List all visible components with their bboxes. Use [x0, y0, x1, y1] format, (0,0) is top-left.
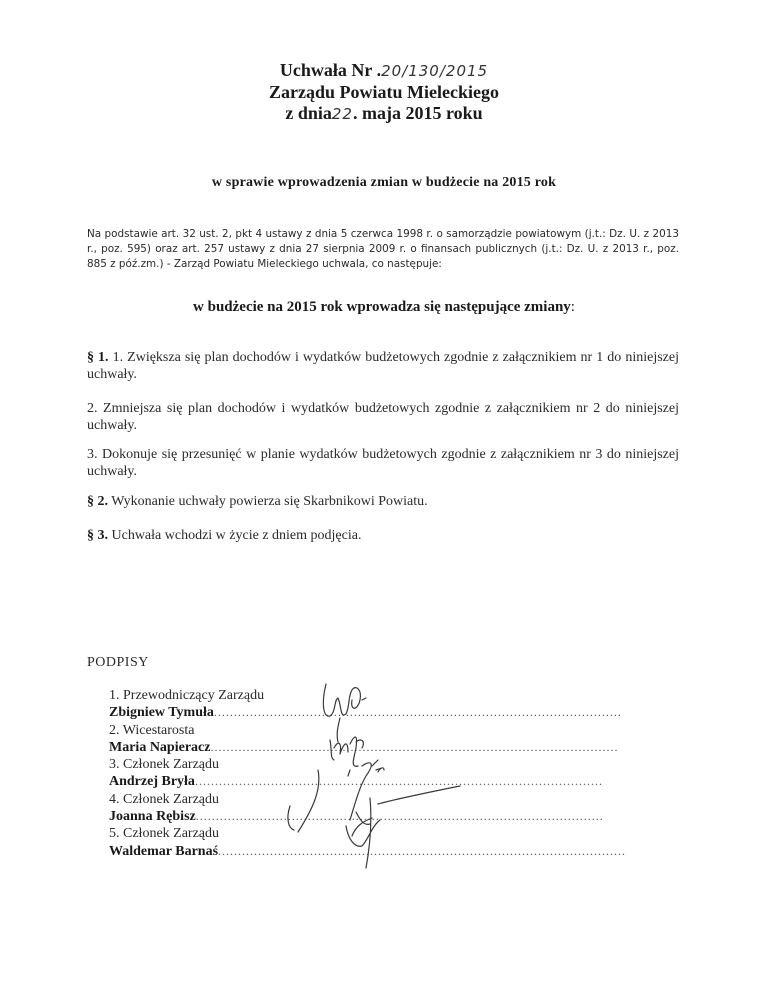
- document-header: [0, 60, 768, 125]
- signatory-role: 5. Członek Zarządu: [109, 826, 220, 842]
- signature-dots: ......................................................................................................: [195, 809, 604, 824]
- paragraph-1-3: [87, 446, 679, 480]
- resolution-date: [0, 103, 768, 125]
- signature-dots: ......................................................................................................: [194, 774, 603, 789]
- signature-dots: ......................................................................................................: [213, 705, 622, 720]
- resolution-subject: w sprawie wprowadzenia zmian w budżecie na 2015 rok: [211, 175, 557, 190]
- changes-heading-colon: :: [570, 299, 575, 315]
- changes-heading: [0, 299, 768, 316]
- changes-heading-text: w budżecie na 2015 rok wprowadza się następujące zmiany: [193, 299, 571, 315]
- signatory-name: Andrzej Bryła: [109, 774, 195, 790]
- paragraph-text: Uchwała wchodzi w życie z dniem podjęcia.: [108, 528, 362, 543]
- date-suffix: . maja 2015 roku: [352, 103, 483, 123]
- signatory-line: [109, 773, 603, 790]
- issuing-body: Zarządu Powiatu Mieleckiego: [269, 82, 499, 102]
- paragraph-text: Wykonanie uchwały powierza się Skarbnikowi Powiatu.: [108, 494, 428, 509]
- signature-dots: ......................................................................................................: [218, 843, 627, 858]
- signatory-role: 4. Członek Zarządu: [109, 791, 220, 807]
- signatory-name: Maria Napieracz: [109, 739, 211, 755]
- date-day-handwritten: 22: [331, 105, 353, 123]
- signatory-name: Waldemar Barnaś: [109, 843, 219, 859]
- section-mark: § 1.: [87, 350, 109, 365]
- paragraph-2: [87, 493, 679, 510]
- resolution-title-prefix: Uchwała Nr .: [279, 60, 382, 80]
- signatory-role: 3. Członek Zarządu: [109, 757, 220, 773]
- paragraph-1-1: [87, 349, 679, 383]
- paragraph-text: 3. Dokonuje się przesunięć w planie wydatków budżetowych zgodnie z załącznikiem nr 3 do niniejszej uchwały.: [87, 447, 679, 479]
- paragraph-text: 2. Zmniejsza się plan dochodów i wydatków budżetowych zgodnie z załącznikiem nr 2 do niniejszej uchwały.: [87, 401, 679, 433]
- signatory-role: 2. Wicestarosta: [109, 722, 195, 738]
- signatory-line: [109, 704, 622, 721]
- section-mark: § 2.: [87, 494, 108, 509]
- signatory-name: Joanna Rębisz: [109, 809, 196, 825]
- signatory-line: [109, 739, 619, 756]
- date-prefix: z dnia: [285, 103, 332, 123]
- signatory-role: 1. Przewodniczący Zarządu: [109, 688, 265, 703]
- signature-dots: ......................................................................................................: [210, 739, 619, 754]
- section-mark: § 3.: [87, 528, 108, 543]
- paragraph-3: [87, 527, 679, 544]
- signatory-line: [109, 808, 604, 825]
- legal-basis: Na podstawie art. 32 ust. 2, pkt 4 ustawy z dnia 5 czerwca 1998 r. o samorządzie powiatowym (j.t.: Dz. U. z 2013 r., poz. 595) oraz art. 257 ustawy z dnia 27 sierpnia 2009 r. o finansach publicznych (j.t.: Dz. U. z 2013 r., poz. 885 z póź.zm.) - Zarząd Powiatu Mieleckiego uchwala, co następuje:: [87, 228, 679, 270]
- paragraph-1-2: [87, 400, 679, 434]
- signatures-title: PODPISY: [87, 655, 149, 670]
- paragraph-text: 1. Zwiększa się plan dochodów i wydatków budżetowych zgodnie z załącznikiem nr 1 do niniejszej uchwały.: [87, 350, 679, 382]
- resolution-title: [0, 60, 768, 82]
- signatory-name: Zbigniew Tymuła: [109, 705, 214, 721]
- resolution-number-handwritten: 20/130/2015: [381, 62, 489, 80]
- signatories-list: [109, 687, 627, 860]
- signatory-line: [109, 843, 627, 860]
